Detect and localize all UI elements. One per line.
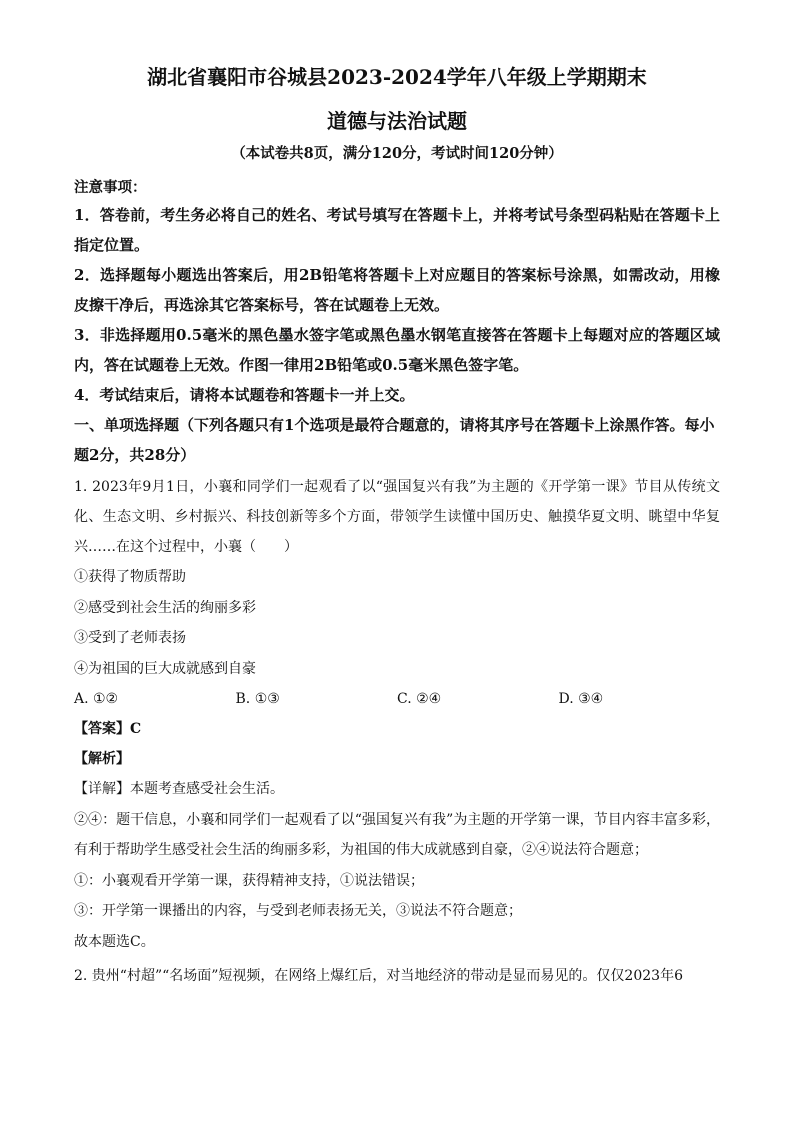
question-1-stem: 1. 2023年9月1日，小襄和同学们一起观看了以“强国复兴有我”为主题的《开学第一课》节目从传统文化、生态文明、乡村振兴、科技创新等多个方面，带领学生读懂中国历史、触摸华夏文明、眺望中华复兴……在这个过程中，小襄（ ） <box>74 479 720 555</box>
detail-line: 【详解】本题考查感受社会生活。 <box>74 781 284 797</box>
question-2-stem: 2. 贵州“村超”“名场面”短视频，在网络上爆红后，对当地经济的带动是显而易见的。仅仅2023年6 <box>74 968 683 984</box>
statement-2: ②感受到社会生活的绚丽多彩 <box>74 599 256 616</box>
choice-c: C. ②④ <box>397 691 442 707</box>
choice-d: D. ③④ <box>558 691 604 707</box>
answer-choices <box>74 684 720 714</box>
note-item: 2．选择题每小题选出答案后，用2B铅笔将答题卡上对应题目的答案标号涂黑，如需改动，用橡皮擦干净后，再选涂其它答案标号，答在试题卷上无效。 <box>74 266 720 314</box>
explain-line: ③：开学第一课播出的内容，与受到老师表扬无关，③说法不符合题意； <box>74 903 522 919</box>
exam-title: 湖北省襄阳市谷城县2023-2024学年八年级上学期期末 <box>147 65 647 89</box>
notes-heading: 注意事项： <box>74 179 147 196</box>
note-item: 4．考试结束后，请将本试题卷和答题卡一并上交。 <box>74 386 415 404</box>
note-item: 1．答卷前，考生务必将自己的姓名、考试号填写在答题卡上，并将考试号条型码粘贴在答题卡上指定位置。 <box>74 206 720 254</box>
exam-subject-title: 道德与法治试题 <box>327 109 467 133</box>
explain-line: ②④：题干信息，小襄和同学们一起观看了以“强国复兴有我”为主题的开学第一课，节目内容丰富多彩，有利于帮助学生感受社会生活的绚丽多彩，为祖国的伟大成就感到自豪，②④说法符合题意； <box>74 811 720 858</box>
choice-a: A. ①② <box>74 691 119 707</box>
statement-3: ③受到了老师表扬 <box>74 630 186 646</box>
explain-line: ①：小襄观看开学第一课，获得精神支持，①说法错误； <box>74 872 424 889</box>
statement-4: ④为祖国的巨大成就感到自豪 <box>74 660 256 677</box>
exam-info: （本试卷共8页，满分120分，考试时间120分钟） <box>231 145 563 162</box>
conclusion-line: 故本题选C。 <box>74 933 155 950</box>
section-heading: 一、单项选择题（下列各题只有1个选项是最符合题意的，请将其序号在答题卡上涂黑作答。每小题2分，共28分） <box>74 416 715 464</box>
note-item: 3．非选择题用0.5毫米的黑色墨水签字笔或黑色墨水钢笔直接答在答题卡上每题对应的答题区域内，答在试题卷上无效。作图一律用2B铅笔或0.5毫米黑色签字笔。 <box>74 326 720 374</box>
analysis-label: 【解析】 <box>74 751 130 767</box>
answer-label: 【答案】C <box>74 721 142 737</box>
statement-1: ①获得了物质帮助 <box>74 569 186 585</box>
choice-b: B. ①③ <box>235 691 280 707</box>
